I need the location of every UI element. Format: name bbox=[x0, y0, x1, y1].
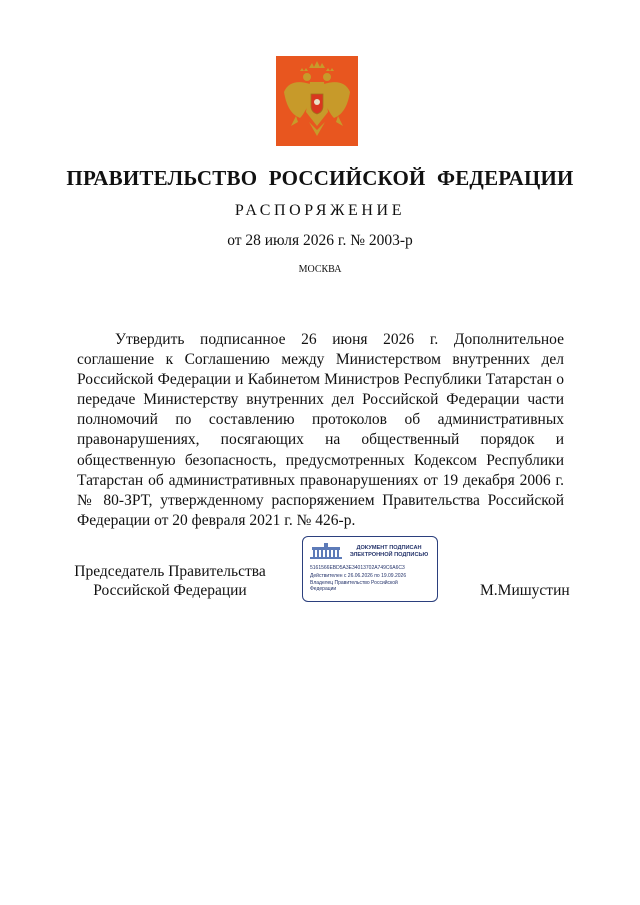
russian-coat-of-arms-icon bbox=[276, 56, 358, 146]
electronic-signature-stamp bbox=[302, 536, 438, 602]
stamp-heading-line-2: ЭЛЕКТРОННОЙ ПОДПИСЬЮ bbox=[349, 552, 429, 558]
stamp-owner-line-1: Владелец Правительство Российской bbox=[310, 580, 398, 586]
document-date-number: от 28 июля 2026 г. № 2003-р bbox=[227, 232, 413, 249]
stamp-heading-line-1: ДОКУМЕНТ ПОДПИСАН bbox=[356, 545, 422, 551]
signer-title-line-2: Российской Федерации bbox=[93, 582, 247, 599]
signer-name: М.Мишустин bbox=[480, 582, 570, 599]
stamp-certificate: 5161566EBD5A3E34013702A749C6A6C3 bbox=[310, 565, 405, 571]
signer-title-line-1: Председатель Правительства bbox=[74, 563, 266, 580]
government-building-icon bbox=[309, 542, 343, 560]
stamp-owner-line-2: Федерации bbox=[310, 586, 337, 592]
signer-title bbox=[70, 562, 270, 600]
stamp-validity: Действителен с 26.06.2026 по 19.09.2026 bbox=[310, 573, 407, 579]
stamp-heading bbox=[343, 545, 435, 559]
order-paragraph: Утвердить подписанное 26 июня 2026 г. Дополнительное соглашение к Соглашению между Министерством внутренних дел Российской Федерации и Кабинетом Министров Республики Татарстан о передаче Министерству внутренних дел Российской Федерации части полномочий по составлению протоколов об административных правонарушениях, посягающих на общественный порядок и общественную безопасность, предусмотренных Кодексом Республики Татарстан об административных правонарушениях от 19 декабря 2006 г. № 80-ЗРТ, утвержденному распоряжением Правительства Российской Федерации от 20 февраля 2021 г. № 426-р. bbox=[77, 331, 564, 529]
document-type: РАСПОРЯЖЕНИЕ bbox=[234, 202, 406, 219]
government-title: ПРАВИТЕЛЬСТВО РОССИЙСКОЙ ФЕДЕРАЦИИ bbox=[66, 166, 574, 190]
city: МОСКВА bbox=[298, 264, 342, 275]
